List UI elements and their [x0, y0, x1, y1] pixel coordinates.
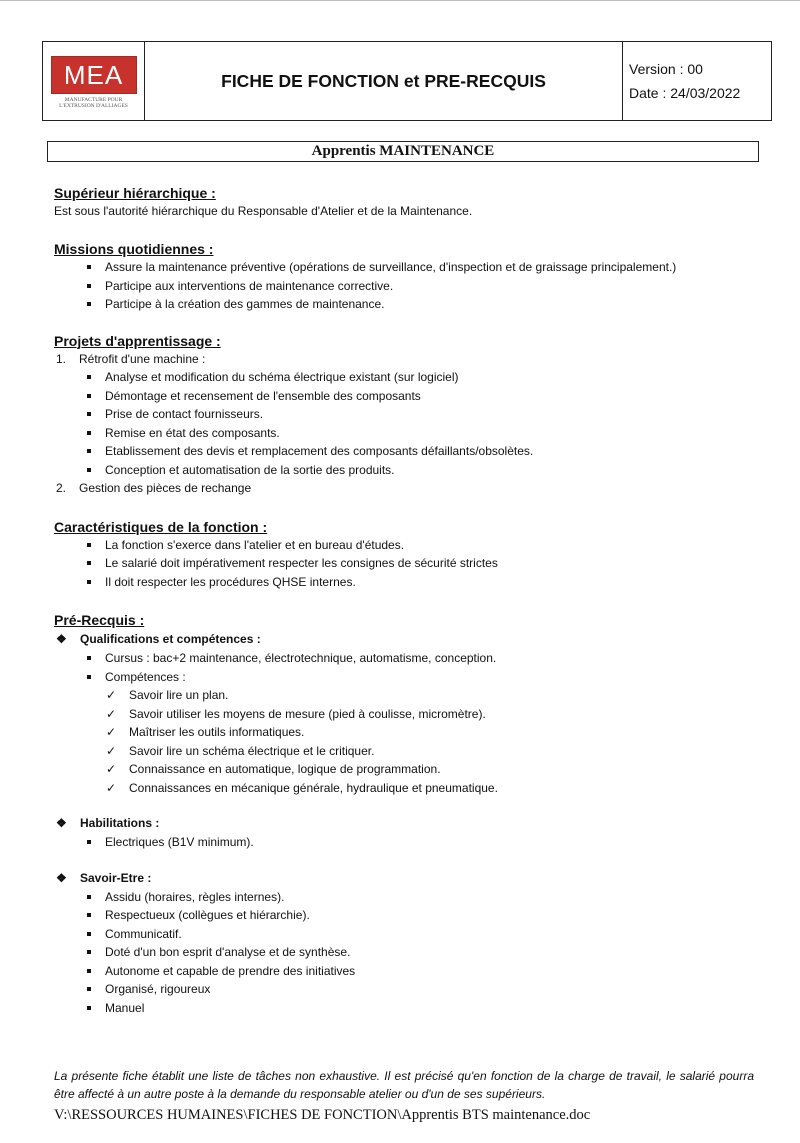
company-logo-subtext: MANUFACTURE POUR L'EXTRUSION D'ALLIAGES — [59, 96, 128, 109]
list-item: Autonome et capable de prendre des initiatives — [54, 962, 754, 981]
list-item: Assure la maintenance préventive (opérations de surveillance, d'inspection et de graissage principalement.) — [54, 258, 754, 277]
savoir-etre-heading — [54, 868, 754, 888]
checkmark-icon: ✓ — [106, 743, 117, 758]
habilitations-heading — [54, 813, 754, 833]
list-item: Conception et automatisation de la sortie des produits. — [54, 461, 754, 480]
list-item: Manuel — [54, 999, 754, 1018]
item-label: Savoir utiliser les moyens de mesure (pied à coulisse, micromètre). — [129, 706, 486, 721]
superieur-heading: Supérieur hiérarchique : — [54, 185, 216, 201]
list-item: Remise en état des composants. — [54, 424, 754, 443]
checkmark-icon: ✓ — [106, 762, 117, 776]
competences-list — [54, 686, 754, 797]
list-item: Organisé, rigoureux — [54, 980, 754, 999]
list-item: Il doit respecter les procédures QHSE internes. — [54, 573, 754, 592]
qualifications-heading — [54, 629, 754, 649]
savoir-etre-list — [54, 888, 754, 1018]
item-label: Rétrofit d'une machine : — [79, 351, 206, 366]
checkmark-icon: ✓ — [106, 688, 117, 702]
checkmark-icon: ✓ — [106, 725, 117, 739]
list-item: Participe à la création des gammes de maintenance. — [54, 295, 754, 314]
list-item — [54, 760, 754, 779]
projets-list-cont — [54, 479, 754, 498]
item-label: Savoir lire un schéma électrique et le critiquer. — [129, 743, 375, 758]
list-item — [54, 479, 754, 498]
checkmark-icon: ✓ — [106, 706, 117, 721]
list-item: Prise de contact fournisseurs. — [54, 405, 754, 424]
superieur-text: Est sous l'autorité hiérarchique du Responsable d'Atelier et de la Maintenance. — [54, 204, 473, 218]
projets-list — [54, 350, 754, 369]
prerequis-heading: Pré-Recquis : — [54, 612, 145, 628]
list-item: Le salarié doit impérativement respecter les consignes de sécurité strictes — [54, 554, 754, 573]
retrofit-sublist — [54, 368, 754, 479]
list-item: Respectueux (collègues et hiérarchie). — [54, 906, 754, 925]
item-label: Maîtriser les outils informatiques. — [129, 725, 305, 739]
list-item — [54, 705, 754, 724]
item-number: 1. — [56, 351, 67, 366]
date-text: Date : 24/03/2022 — [629, 85, 741, 101]
caracteristiques-heading: Caractéristiques de la fonction : — [54, 518, 268, 535]
list-item — [54, 742, 754, 761]
item-label: Gestion des pièces de rechange — [79, 481, 252, 495]
footer-note: La présente fiche établit une liste de tâches non exhaustive. Il est précisé qu'en fonction de la charge de travail, le salarié pourra être affecté à un autre poste à la demande du responsable atelier ou d'un de ses supérieurs. — [54, 1069, 754, 1101]
version-cell — [623, 42, 771, 120]
caracteristiques-list — [54, 536, 754, 592]
list-item: Cursus : bac+2 maintenance, électrotechnique, automatisme, conception. — [54, 649, 754, 668]
document-body — [54, 184, 754, 1017]
diamond-bullet-icon: ❖ — [56, 816, 67, 830]
list-item: Compétences : — [54, 668, 754, 687]
qualifications-list — [54, 649, 754, 686]
document-header — [42, 41, 772, 121]
logo-cell — [43, 42, 145, 120]
list-item — [54, 350, 754, 369]
list-item: Participe aux interventions de maintenance corrective. — [54, 277, 754, 296]
company-logo: MEA — [51, 56, 137, 94]
missions-list — [54, 258, 754, 314]
list-item: Communicatif. — [54, 925, 754, 944]
missions-heading: Missions quotidiennes : — [54, 241, 214, 257]
item-label: Connaissance en automatique, logique de programmation. — [129, 762, 441, 776]
document-title: FICHE DE FONCTION et PRE-RECQUIS — [145, 42, 623, 120]
list-item — [54, 723, 754, 742]
diamond-bullet-icon: ❖ — [56, 870, 67, 885]
item-number: 2. — [56, 481, 67, 495]
item-label: Connaissances en mécanique générale, hydraulique et pneumatique. — [129, 780, 498, 795]
list-item: Démontage et recensement de l'ensemble des composants — [54, 387, 754, 406]
list-item: Doté d'un bon esprit d'analyse et de synthèse. — [54, 943, 754, 962]
list-item: Electriques (B1V minimum). — [54, 833, 754, 852]
projets-heading: Projets d'apprentissage : — [54, 332, 221, 349]
habilitations-label: Habilitations : — [80, 816, 160, 830]
diamond-bullet-icon: ❖ — [56, 632, 67, 646]
qualifications-label: Qualifications et compétences : — [80, 632, 261, 646]
list-item: La fonction s'exerce dans l'atelier et en bureau d'études. — [54, 536, 754, 555]
list-item — [54, 779, 754, 798]
page-top-border — [0, 0, 800, 1]
list-item: Assidu (horaires, règles internes). — [54, 888, 754, 907]
list-item: Analyse et modification du schéma électrique existant (sur logiciel) — [54, 368, 754, 387]
habilitations-list — [54, 833, 754, 852]
item-label: Savoir lire un plan. — [129, 688, 229, 702]
job-title: Apprentis MAINTENANCE — [47, 141, 759, 162]
list-item — [54, 686, 754, 705]
checkmark-icon: ✓ — [106, 780, 117, 795]
list-item: Etablissement des devis et remplacement des composants défaillants/obsolètes. — [54, 442, 754, 461]
file-path: V:\RESSOURCES HUMAINES\FICHES DE FONCTION\Apprentis BTS maintenance.doc — [54, 1107, 591, 1123]
savoir-etre-label: Savoir-Etre : — [80, 870, 152, 885]
version-text: Version : 00 — [629, 61, 703, 77]
